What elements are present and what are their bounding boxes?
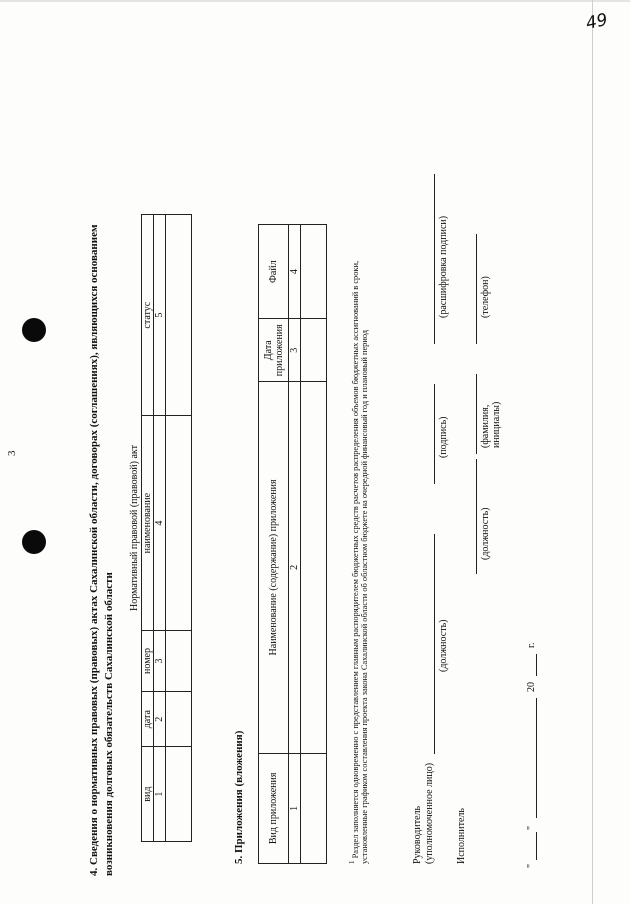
empty-cell xyxy=(165,692,191,747)
col-number: 3 xyxy=(153,630,165,691)
empty-cell xyxy=(165,416,191,630)
exec-position-caption: (должность) xyxy=(480,507,491,560)
empty-cell xyxy=(301,753,327,863)
head-position-line xyxy=(434,534,435,754)
legal-acts-table xyxy=(128,214,192,842)
empty-cell xyxy=(301,225,327,319)
exec-name-line xyxy=(476,374,477,454)
col-header-naimenovanie: наименование xyxy=(141,416,153,630)
table-group-header: Нормативный правовой (правовой) акт xyxy=(128,215,141,842)
date-day-line xyxy=(536,832,537,860)
table-row xyxy=(165,215,191,842)
page-number: 3 xyxy=(6,450,18,456)
exec-phone-caption: (телефон) xyxy=(480,276,491,318)
date-month-line xyxy=(536,698,537,818)
col-number: 2 xyxy=(153,692,165,747)
footnote-line2: установленные графиком составления проекта закона Сахалинской области об областном бюджете на очередной финансовый год и плановый период xyxy=(360,329,369,864)
col-number: 5 xyxy=(153,215,165,416)
head-signature-line xyxy=(434,384,435,484)
date-year-prefix: 20 xyxy=(526,682,537,692)
head-decoding-caption: (расшифровка подписи) xyxy=(438,215,449,318)
date-year-line xyxy=(536,654,537,676)
empty-cell xyxy=(165,747,191,842)
date-quote-close: " xyxy=(526,825,537,830)
footnote-text1: Раздел заполняется одновременно с представлением главным распорядителем бюджетных средств расчетов распределения объемов бюджетных ассигнований в сроки, xyxy=(350,260,360,859)
section4-title-line1: 4. Сведения о нормативных правовых (правовых) актах Сахалинской области, договорах (соглашениях), являющихся основанием xyxy=(88,224,100,876)
col-header-attachment-date: Дата приложения xyxy=(259,319,289,382)
empty-cell xyxy=(301,382,327,753)
footnote-line1 xyxy=(348,261,360,864)
col-number: 3 xyxy=(289,319,301,382)
col-header-nomer: номер xyxy=(141,630,153,691)
empty-cell xyxy=(301,319,327,382)
empty-cell xyxy=(165,630,191,691)
handwritten-page-number: 49 xyxy=(584,9,610,35)
col-header-vid: вид xyxy=(141,747,153,842)
head-signature-caption: (подпись) xyxy=(438,416,449,458)
col-header-status: статус xyxy=(141,215,153,416)
empty-cell xyxy=(165,215,191,416)
executor-label: Исполнитель xyxy=(456,808,467,864)
exec-position-line xyxy=(476,459,477,574)
exec-name-caption: (фамилия, инициалы) xyxy=(480,401,502,448)
col-number: 2 xyxy=(289,382,301,753)
section5-title: 5. Приложения (вложения) xyxy=(233,730,245,864)
attachments-table xyxy=(258,224,327,864)
head-decoding-line xyxy=(434,174,435,344)
head-label: Руководитель xyxy=(412,805,423,864)
col-header-file: Файл xyxy=(259,225,289,319)
col-number: 1 xyxy=(153,747,165,842)
col-number: 4 xyxy=(153,416,165,630)
col-header-attachment-type: Вид приложения xyxy=(259,753,289,863)
footnote-mark: 1 xyxy=(348,860,356,864)
head-position-caption: (должность) xyxy=(438,619,449,672)
col-number: 1 xyxy=(289,753,301,863)
col-number: 4 xyxy=(289,225,301,319)
date-quote-open: " xyxy=(526,863,537,868)
col-header-attachment-name: Наименование (содержание) приложения xyxy=(259,382,289,753)
col-header-data: дата xyxy=(141,692,153,747)
date-year-suffix: г. xyxy=(526,642,537,648)
head-label-authorized: (уполномоченное лицо) xyxy=(424,762,435,864)
table-row xyxy=(301,225,327,864)
section4-title-line2: возникновения долговых обязательств Сахалинской области xyxy=(103,572,115,876)
exec-phone-line xyxy=(476,234,477,344)
